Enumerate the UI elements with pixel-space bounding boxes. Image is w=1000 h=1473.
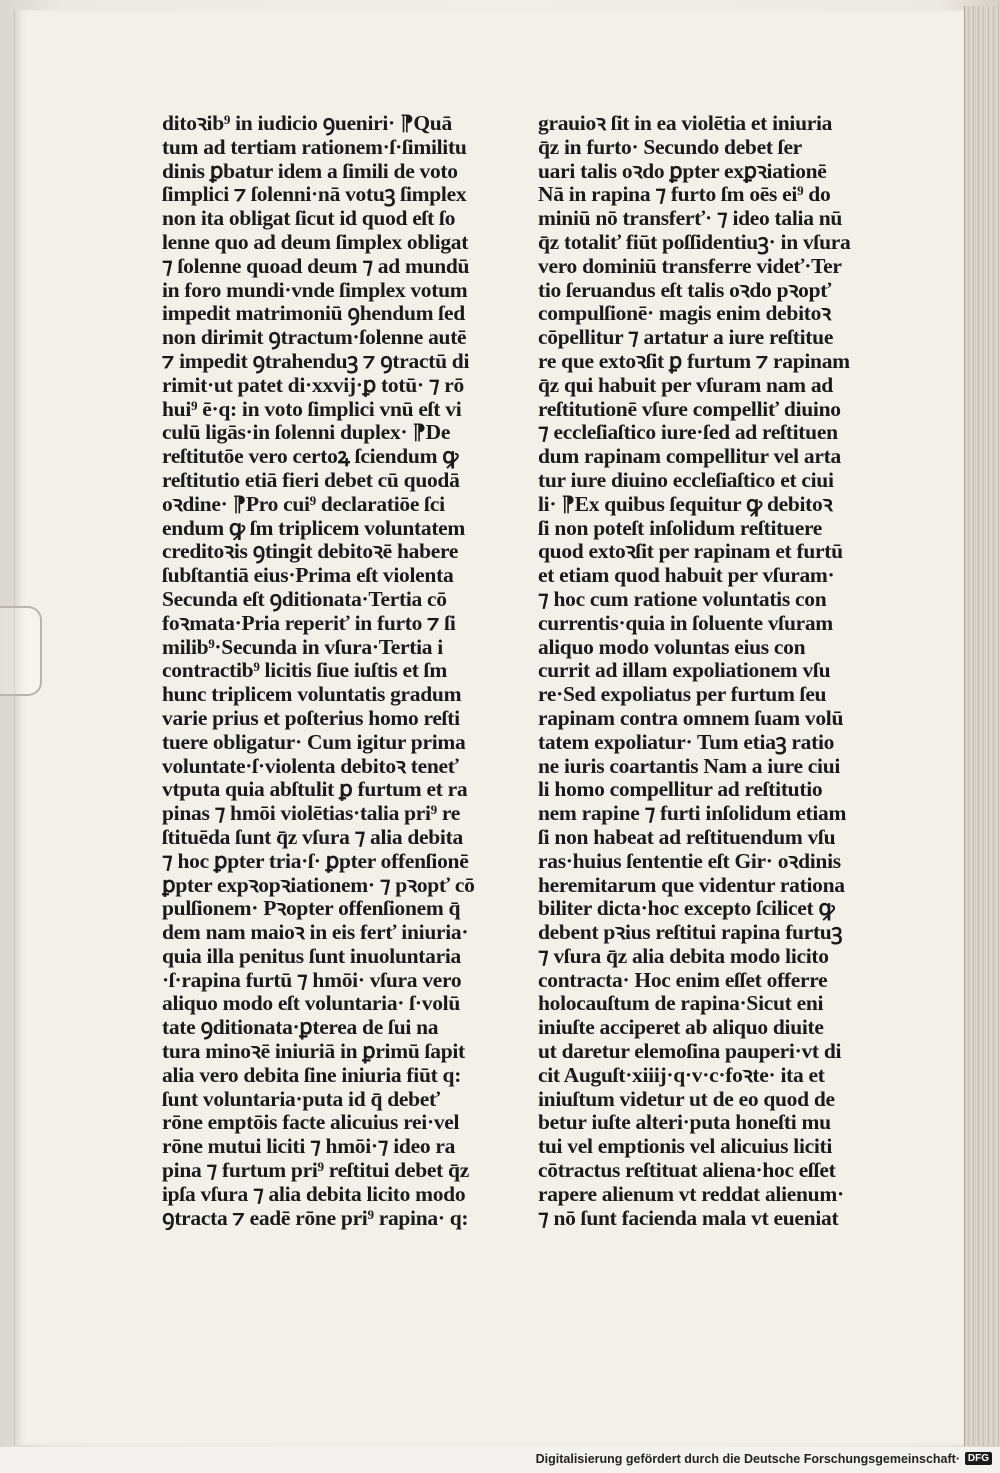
text-line: re que extoꝛſit ꝑ furtum ⁊ rapinam [538,349,850,373]
text-line: alia vero debita ſine iniuria fiūt q: [162,1063,462,1087]
text-line: currentis·quia in ſoluente vſuram [538,611,833,635]
text-line: betur iuſte alteri·puta honeſti mu [538,1111,831,1135]
text-line: tuere obligatur· Cum igitur prima [162,730,466,754]
text-line: ſi non poteſt inſolidum reſtituere [538,516,823,540]
text-line: ⁊ nō ſunt facienda mala vt eueniat [538,1206,839,1230]
text-line: hui⁹ ē·q: in voto ſimplici vnū eſt vi [162,397,462,421]
text-line: cit Auguſt·xiiij·q·v·c·foꝛte· ita et [538,1063,825,1087]
text-line: milib⁹·Secunda in vſura·Tertia i [162,635,443,659]
text-line: q̄z qui habuit per vſuram nam ad [538,373,833,397]
text-line: pina ⁊ furtum pri⁹ reſtitui debet q̄z [162,1159,469,1183]
text-line: re·Sed expoliatus per furtum ſeu [538,683,827,707]
text-line: ſimplici ⁊ ſolenni·nā votuꝫ ſimplex [162,183,467,207]
text-line: miniū nō transferť· ⁊ ideo talia nū [538,207,843,231]
text-line: ſtituēda ſunt q̄z vſura ⁊ alia debita [162,825,463,849]
text-line: oꝛdine· ⁋Pro cui⁹ declaratiōe ſci [162,492,445,516]
text-line: rapere alienum vt reddat alienum· [538,1182,844,1206]
text-line: tui vel emptionis vel alicuius liciti [538,1135,833,1159]
dfg-logo-icon: DFG [965,1452,992,1465]
text-line: compulſionē· magis enim debitoꝛ [538,302,831,326]
text-line: q̄z totaliť fiūt poſſidentiuꝫ· in vſura [538,230,851,254]
text-line: Secunda eſt ꝯditionata·Tertia cō [162,587,447,611]
text-line: rōne mutui liciti ⁊ hmōi·⁊ ideo ra [162,1135,456,1159]
text-line: ꝯtracta ⁊ eadē rōne pri⁹ rapina· q: [162,1206,469,1230]
text-line: voluntate·ſ·violenta debitoꝛ teneť [162,754,459,778]
text-line: tate ꝯditionata·ꝑterea de ſui na [162,1016,439,1040]
text-column-left [162,112,492,1230]
text-line: pulſionem· Pꝛopter offenſionem q̄ [162,897,461,921]
text-line: reſtitutio etiā fieri debet cū quodā [162,468,460,492]
text-line: quod extoꝛſit per rapinam et furtū [538,540,843,564]
text-line: ras·huius ſententie eſt Gir· oꝛdinis [538,849,841,873]
text-line: ⁊ eccleſiaſtico iure·ſed ad reſtituen [538,421,838,445]
text-line: tura minoꝛē iniuriā in ꝑrimū ſapit [162,1040,465,1064]
text-line: et etiam quod habuit per vſuram· [538,564,835,588]
text-line: vtputa quia abſtulit ꝑ furtum et ra [162,778,468,802]
text-line: creditoꝛis ꝯtingit debitoꝛē habere [162,540,459,564]
text-line: ·ſ·rapina furtū ⁊ hmōi· vſura vero [162,968,462,992]
text-line: ⁊ hoc ꝑpter tria·ſ· ꝑpter offenſionē [162,849,469,873]
text-line: ⁊ impedit ꝯtrahenduꝫ ⁊ ꝯtractū di [162,349,470,373]
text-line: ut daretur elemoſina pauperi·vt di [538,1040,842,1064]
text-line: heremitarum que videntur rationa [538,873,845,897]
text-line: cōpellitur ⁊ artatur a iure reſtitue [538,326,834,350]
text-line: lenne quo ad deum ſimplex obligat [162,230,469,254]
text-line: endum ꝙ ſm triplicem voluntatem [162,516,466,540]
text-line: reſtitutōe vero certoꝝ ſciendum ꝙ [162,445,459,469]
text-line: ne iuris coartantis Nam a iure ciui [538,754,841,778]
text-line: li homo compellitur ad reſtitutio [538,778,823,802]
text-line: cōtractus reſtituat aliena·hoc eſſet [538,1159,836,1183]
text-line: rapinam contra omnem ſuam volū [538,706,844,730]
text-line: contractib⁹ licitis ſiue iuſtis et ſm [162,659,447,683]
text-line: in foro mundi·vnde ſimplex votum [162,278,468,302]
text-line: vero dominiū transferre videť·Ter [538,254,842,278]
text-line: biliter dicta·hoc excepto ſcilicet ꝙ [538,897,835,921]
text-line: ⁊ hoc cum ratione voluntatis con [538,587,827,611]
text-line: tatem expoliatur· Tum etiaꝫ ratio [538,730,835,754]
text-line: ſubſtantiā eius·Prima eſt violenta [162,564,454,588]
text-line: ditoꝛib⁹ in iudicio ꝯueniri· ⁋Quā [162,112,452,135]
text-line: pinas ⁊ hmōi violētias·talia pri⁹ re [162,802,460,826]
text-line: ipſa vſura ⁊ alia debita licito modo [162,1182,466,1206]
text-line: non ita obligat ſicut id quod eſt ſo [162,207,456,231]
text-line: ꝑpter expꝛopꝛiationem· ⁊ pꝛopť cō [162,873,475,897]
text-line: grauioꝛ ſit in ea violētia et iniuria [538,112,833,135]
text-line: rimit·ut patet di·xxvij·ꝑ totū· ⁊ rō [162,373,464,397]
text-column-right [538,112,868,1230]
text-line: impedit matrimoniū ꝯhendum ſed [162,302,465,326]
text-line: ſi non habeat ad reſtituendum vſu [538,825,836,849]
text-line: q̄z in furto· Secundo debet ſer [538,135,802,159]
text-line: aliquo modo eſt voluntaria· ſ·volū [162,992,461,1016]
text-line: iniuſtum videtur ut de eo quod de [538,1087,835,1111]
text-line: reſtitutionē vſure compelliť diuino [538,397,841,421]
text-line: dum rapinam compellitur vel arta [538,445,841,469]
text-line: varie prius et poſterius homo reſti [162,706,460,730]
text-line: hunc triplicem voluntatis gradum [162,683,462,707]
text-line: nem rapine ⁊ furti inſolidum etiam [538,802,847,826]
text-line: holocauſtum de rapina·Sicut eni [538,992,824,1016]
text-line: ⁊ vſura q̄z alia debita modo licito [538,944,829,968]
text-line: currit ad illam expoliationem vſu [538,659,831,683]
text-line: tio ſeruandus eſt talis oꝛdo pꝛopť [538,278,832,302]
text-line: dem nam maioꝛ in eis ferť iniuria· [162,921,469,945]
text-line: contracta· Hoc enim eſſet offerre [538,968,828,992]
text-line: iniuſte acciperet ab aliquo diuite [538,1016,824,1040]
text-line: non dirimit ꝯtractum·ſolenne autē [162,326,467,350]
text-line: ⁊ ſolenne quoad deum ⁊ ad mundū [162,254,470,278]
text-line: dinis ꝑbatur idem a ſimili de voto [162,159,458,183]
footer-credit: Digitalisierung gefördert durch die Deutsche Forschungsgemeinschaft· [535,1452,960,1466]
text-line: debent pꝛius reſtitui rapina furtuꝫ [538,921,843,945]
page-clip [0,606,42,696]
text-line: tum ad tertiam rationem·ſ·ſimilitu [162,135,467,159]
text-line: quia illa penitus ſunt inuoluntaria [162,944,461,968]
text-line: aliquo modo voluntas eius con [538,635,806,659]
text-line: ſunt voluntaria·puta id q̄ debeť [162,1087,440,1111]
text-line: uari talis oꝛdo ꝑpter exꝑꝛiationē [538,159,827,183]
text-line: Nā in rapina ⁊ furto ſm oēs ei⁹ do [538,183,831,207]
text-line: li· ⁋Ex quibus ſequitur ꝙ debitoꝛ [538,492,833,516]
footer-bar [0,1447,1000,1473]
text-line: culū ligās·in ſolenni duplex· ⁋De [162,421,451,445]
text-line: rōne emptōis facte alicuius rei·vel [162,1111,460,1135]
page-edges [964,6,1000,1446]
text-line: foꝛmata·Pria reperiť in furto ⁊ ſi [162,611,456,635]
text-line: tur iure diuino eccleſiaſtico et ciui [538,468,834,492]
